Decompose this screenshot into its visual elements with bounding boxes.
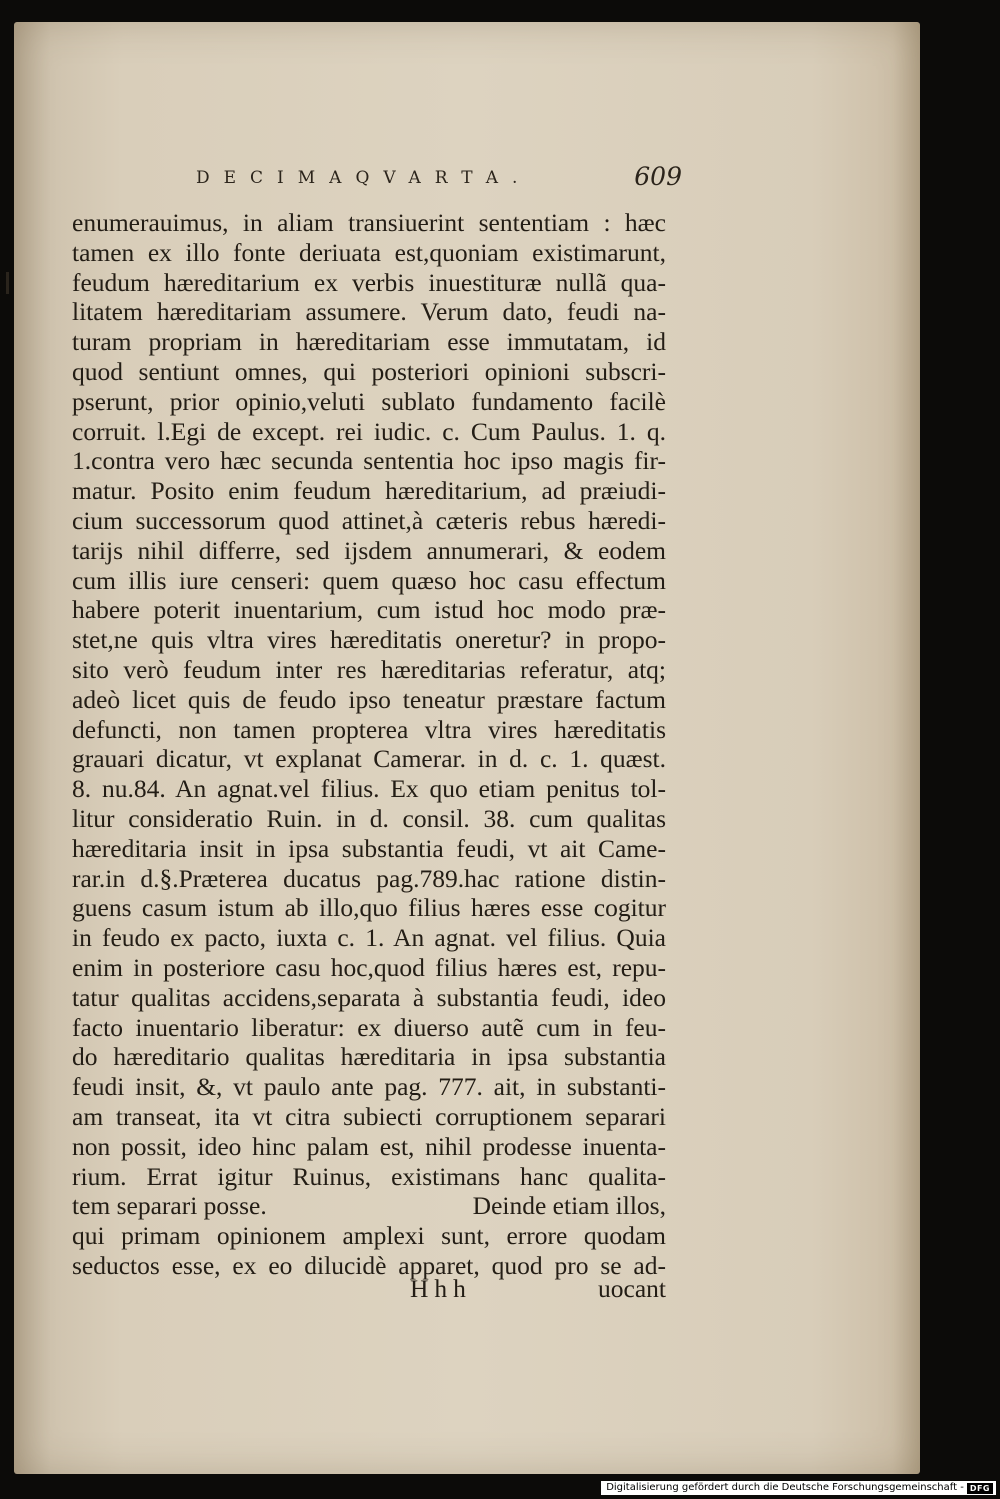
text-line: seductos esse, ex eo dilucidè apparet, quod pro se ad- (72, 1250, 666, 1280)
text-line: 1.contra vero hæc secunda sententia hoc ipso magis fir- (72, 446, 666, 476)
text-line: corruit. l.Egi de except. rei iudic. c. Cum Paulus. 1. q. (72, 416, 666, 446)
dfg-logo: DFG (967, 1483, 993, 1494)
text-line: tamen ex illo fonte deriuata est,quoniam existimarunt, (72, 237, 666, 267)
page-header (192, 162, 682, 202)
text-line: cum illis iure censeri: quem quæso hoc casu effectum (72, 565, 666, 595)
book-page (14, 22, 920, 1474)
text-line: feudi insit, &, vt paulo ante pag. 777. ait, in substanti- (72, 1072, 666, 1102)
text-line: quod sentiunt omnes, qui posteriori opinioni subscri- (72, 356, 666, 386)
text-line: 8. nu.84. An agnat.vel filius. Ex quo etiam penitus tol- (72, 774, 666, 804)
text-line: hæreditaria insit in ipsa substantia feudi, vt ait Came- (72, 833, 666, 863)
credit-text: Digitalisierung gefördert durch die Deutsche Forschungsgemeinschaft - (606, 1482, 964, 1493)
catchword: uocant (598, 1274, 666, 1303)
text-line: rar.in d.§.Præterea ducatus pag.789.hac ratione distin- (72, 863, 666, 893)
page-number: 609 (634, 162, 682, 191)
text-line: non possit, ideo hinc palam est, nihil prodesse inuenta- (72, 1131, 666, 1161)
text-line: habere poterit inuentarium, cum istud hoc modo præ- (72, 595, 666, 625)
text-line: enumerauimus, in aliam transiuerint sententiam : hæc (72, 208, 666, 237)
text-line-start: Deinde etiam illos, (472, 1191, 666, 1221)
text-line: sito verò feudum inter res hæreditarias referatur, atq; (72, 654, 666, 684)
text-line: facto inuentario liberatur: ex diuerso autẽ cum in feu- (72, 1012, 666, 1042)
paragraph-break-line (72, 1191, 666, 1221)
text-line: guens casum istum ab illo,quo filius hæres esse cogitur (72, 893, 666, 923)
text-line: tatur qualitas accidens,separata à substantia feudi, ideo (72, 982, 666, 1012)
text-line: litur consideratio Ruin. in d. consil. 38. cum qualitas (72, 803, 666, 833)
text-line: am transeat, ita vt citra subiecti corruptionem separari (72, 1101, 666, 1131)
text-line: do hæreditario qualitas hæreditaria in ipsa substantia (72, 1042, 666, 1072)
signature-mark: Hhh (410, 1274, 472, 1303)
page-footer (72, 1274, 666, 1308)
funding-credit (601, 1481, 996, 1495)
text-line: litatem hæreditariam assumere. Verum dato, feudi na- (72, 297, 666, 327)
text-line: rium. Errat igitur Ruinus, existimans hanc qualita- (72, 1161, 666, 1191)
text-line: defuncti, non tamen propterea vltra vires hæreditatis (72, 714, 666, 744)
text-line: pserunt, prior opinio,veluti sublato fundamento facilè (72, 386, 666, 416)
text-line: turam propriam in hæreditariam esse immutatam, id (72, 327, 666, 357)
text-line: feudum hæreditarium ex verbis inuestituræ nullã qua- (72, 267, 666, 297)
text-line: qui primam opinionem amplexi sunt, errore quodam (72, 1221, 666, 1251)
text-line: stet,ne quis vltra vires hæreditatis oneretur? in propo- (72, 625, 666, 655)
text-line: matur. Posito enim feudum hæreditarium, ad præiudi- (72, 476, 666, 506)
edge-mark (6, 272, 9, 294)
text-line: tarijs nihil differre, sed ijsdem annumerari, & eodem (72, 535, 666, 565)
text-line: in feudo ex pacto, iuxta c. 1. An agnat. vel filius. Quia (72, 923, 666, 953)
text-line: cium successorum quod attinet,à cæteris rebus hæredi- (72, 505, 666, 535)
text-line: grauari dicatur, vt explanat Camerar. in d. c. 1. quæst. (72, 744, 666, 774)
text-line: enim in posteriore casu hoc,quod filius hæres est, repu- (72, 952, 666, 982)
text-line: adeò licet quis de feudo ipso teneatur præstare factum (72, 684, 666, 714)
body-text (72, 208, 666, 1281)
text-line-end: tem separari posse. (72, 1191, 267, 1221)
running-title: DECIMAQVARTA. (196, 168, 532, 188)
